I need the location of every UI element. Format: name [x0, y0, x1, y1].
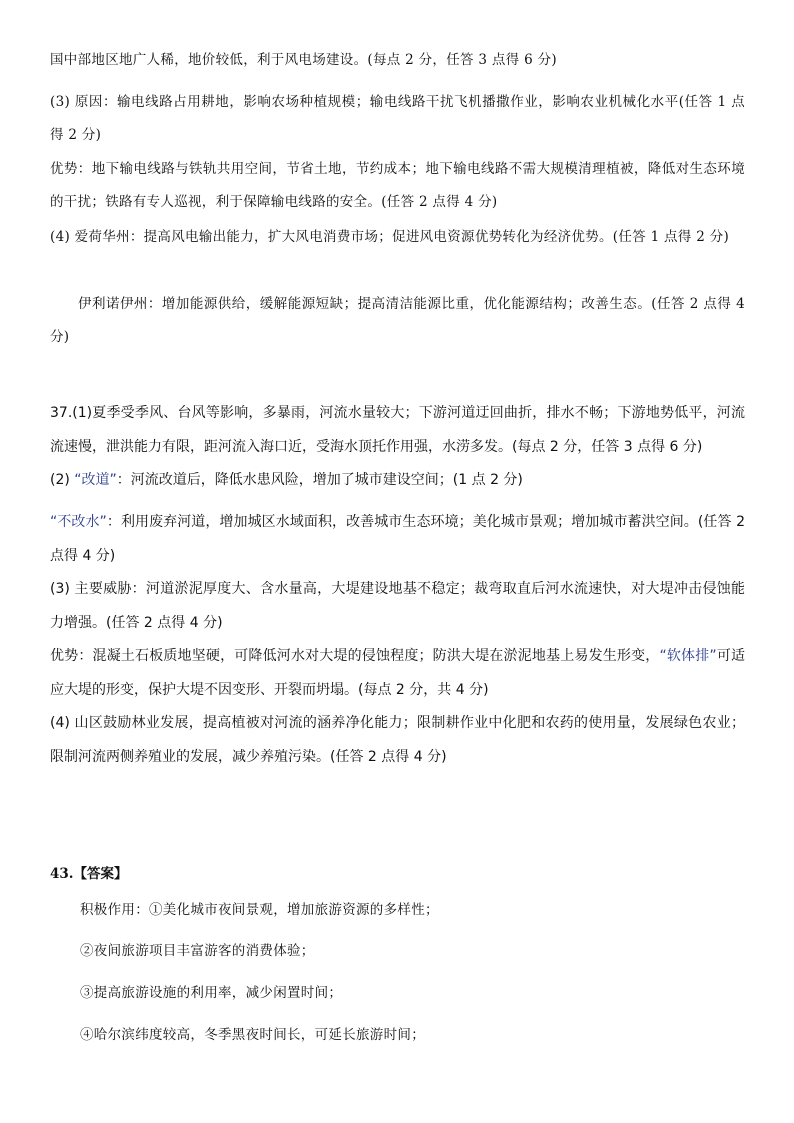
q43-item-4: ④哈尔滨纬度较高，冬季黑夜时间长，可延长旅游时间；	[80, 1027, 425, 1043]
q37-part2-keep-water: “不改水”：利用废弃河道，增加城区水域面积，改善城市生态环境；美化城市景观；增加城市蓄洪空间。(任答 2 点得 4 分)	[50, 514, 745, 564]
q43-item-3: ③提高旅游设施的利用率，减少闲置时间；	[80, 985, 343, 1001]
q37-part3-advantages: 优势：混凝土石板质地坚硬，可降低河水对大堤的侵蚀程度；防洪大堤在淤泥地基上易发生形变，“软体排”可适应大堤的形变，保护大堤不因变形、开裂而坍塌。(每点 2 分，共 4 分)	[50, 648, 746, 698]
answer-line-wind-farm: 国中部地区地广人稀，地价较低，利于风电场建设。(每点 2 分，任答 3 点得 6 分)	[50, 52, 557, 68]
q37-part2-reroute: (2) “改道”：河流改道后，降低水患风险，增加了城市建设空间；(1 点 2 分)	[50, 472, 523, 488]
answer-q3-reasons: (3) 原因：输电线路占用耕地，影响农场种植规模；输电线路干扰飞机播撒作业，影响农业机械化水平(任答 1 点得 2 分)	[50, 94, 745, 143]
q43-item-1: 积极作用：①美化城市夜间景观，增加旅游资源的多样性；	[80, 902, 439, 918]
term-soft-mattress: “软体排”	[659, 648, 717, 664]
term-keep-water: “不改水”	[50, 514, 107, 530]
term-reroute: “改道”	[74, 472, 117, 488]
answer-q4-illinois: 伊利诺伊州：增加能源供给，缓解能源短缺；提高清洁能源比重，优化能源结构；改善生态。(任答 2 点得 4 分)	[50, 296, 745, 345]
answer-q4-iowa: (4) 爱荷华州：提高风电输出能力，扩大风电消费市场；促进风电资源优势转化为经济优势。(任答 1 点得 2 分)	[50, 229, 730, 245]
q37-part1: 37.(1)夏季受季风、台风等影响，多暴雨，河流水量较大；下游河道迂回曲折，排水不畅；下游地势低平，河流流速慢，泄洪能力有限，距河流入海口近，受海水顶托作用强，水涝多发。(每点 2 分，任答 3 点得 6 分)	[50, 405, 745, 455]
q37-part4-measures: (4) 山区鼓励林业发展，提高植被对河流的涵养净化能力；限制耕作业中化肥和农药的使用量，发展绿色农业；限制河流两侧养殖业的发展，减少养殖污染。(任答 2 点得 4 分)	[50, 715, 745, 765]
answer-q3-advantages: 优势：地下输电线路与铁轨共用空间，节省土地，节约成本；地下输电线路不需大规模清理植被，降低对生态环境的干扰；铁路有专人巡视，利于保障输电线路的安全。(任答 2 点得 4 分)	[50, 161, 745, 210]
q43-heading: 43.【答案】	[50, 866, 128, 882]
q43-item-2: ②夜间旅游项目丰富游客的消费体验；	[80, 943, 315, 959]
q37-part3-threats: (3) 主要威胁：河道淤泥厚度大、含水量高，大堤建设地基不稳定；裁弯取直后河水流速快，对大堤冲击侵蚀能力增强。(任答 2 点得 4 分)	[50, 581, 745, 631]
